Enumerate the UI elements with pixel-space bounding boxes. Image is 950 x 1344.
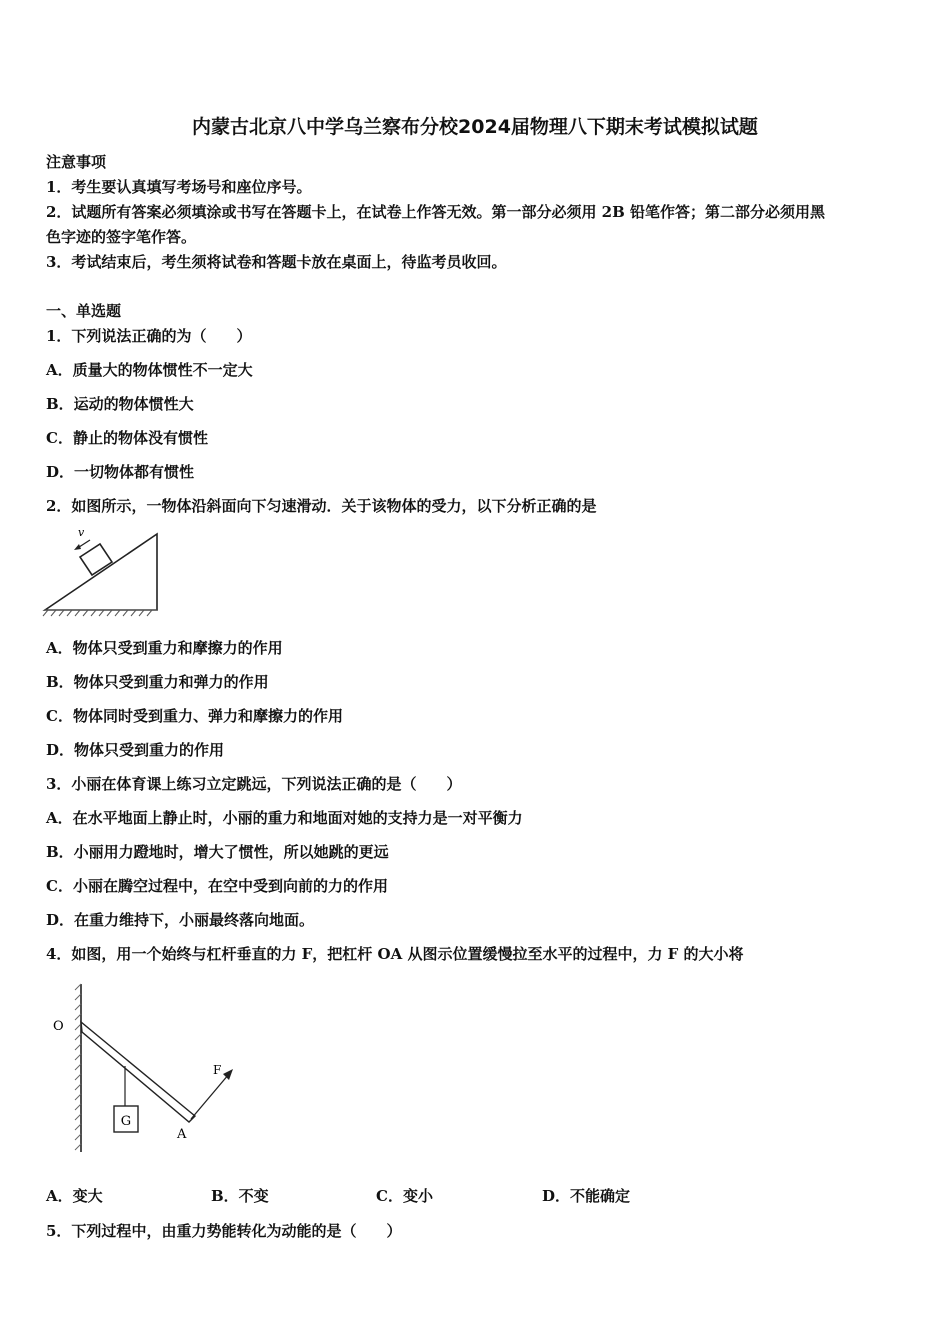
q3-option-c: C．小丽在腾空过程中，在空中受到向前的力的作用 bbox=[46, 877, 388, 895]
pivot-label: O bbox=[53, 1019, 64, 1034]
q4-option-b: B．不变 bbox=[211, 1187, 269, 1205]
q3-stem: 3．小丽在体育课上练习立定跳远，下列说法正确的是（ ） bbox=[46, 775, 462, 793]
page-title: 内蒙古北京八中学乌兰察布分校2024届物理八下期末考试模拟试题 bbox=[192, 116, 758, 138]
notice-item-1: 1．考生要认真填写考场号和座位序号。 bbox=[46, 178, 312, 196]
q2-stem: 2．如图所示，一物体沿斜面向下匀速滑动．关于该物体的受力，以下分析正确的是 bbox=[46, 497, 597, 515]
force-arrow bbox=[191, 1074, 229, 1119]
q1-option-a: A．质量大的物体惯性不一定大 bbox=[46, 361, 253, 379]
q1-option-c: C．静止的物体没有惯性 bbox=[46, 429, 208, 447]
q2-option-b: B．物体只受到重力和弹力的作用 bbox=[46, 673, 269, 691]
notice-heading: 注意事项 bbox=[46, 153, 107, 171]
notice-item-3: 3．考试结束后，考生须将试卷和答题卡放在桌面上，待监考员收回。 bbox=[46, 253, 507, 271]
end-point-label: A bbox=[177, 1127, 187, 1142]
block-shape bbox=[80, 544, 112, 575]
lever-figure bbox=[45, 980, 245, 1160]
weight-label: G bbox=[120, 1114, 132, 1129]
q3-option-d: D．在重力维持下，小丽最终落向地面。 bbox=[46, 911, 315, 929]
force-label: F bbox=[213, 1063, 222, 1077]
section-heading: 一、单选题 bbox=[46, 302, 122, 320]
q3-option-a: A．在水平地面上静止时，小丽的重力和地面对她的支持力是一对平衡力 bbox=[46, 809, 523, 827]
notice-item-2: 2．试题所有答案必须填涂或书写在答题卡上，在试卷上作答无效。第一部分必须用 2B 铅笔作答；第二部分必须用黑 bbox=[46, 203, 826, 221]
q2-option-c: C．物体同时受到重力、弹力和摩擦力的作用 bbox=[46, 707, 343, 725]
q4-option-a: A．变大 bbox=[46, 1187, 103, 1205]
incline-figure bbox=[40, 522, 165, 622]
q4-option-c: C．变小 bbox=[376, 1187, 433, 1205]
q2-option-d: D．物体只受到重力的作用 bbox=[46, 741, 225, 759]
q1-option-b: B．运动的物体惯性大 bbox=[46, 395, 194, 413]
q3-option-b: B．小丽用力蹬地时，增大了惯性，所以她跳的更远 bbox=[46, 843, 389, 861]
q5-stem: 5．下列过程中，由重力势能转化为动能的是（ ） bbox=[46, 1222, 402, 1240]
q1-option-d: D．一切物体都有惯性 bbox=[46, 463, 195, 481]
q2-option-a: A．物体只受到重力和摩擦力的作用 bbox=[46, 639, 283, 657]
q4-option-d: D．不能确定 bbox=[542, 1187, 631, 1205]
velocity-label: v bbox=[78, 526, 85, 539]
notice-item-2-cont: 色字迹的签字笔作答。 bbox=[46, 228, 197, 246]
q1-stem: 1．下列说法正确的为（ ） bbox=[46, 327, 252, 345]
q4-stem: 4．如图，用一个始终与杠杆垂直的力 F，把杠杆 OA 从图示位置缓慢拉至水平的过程中，力 F 的大小将 bbox=[46, 945, 744, 963]
